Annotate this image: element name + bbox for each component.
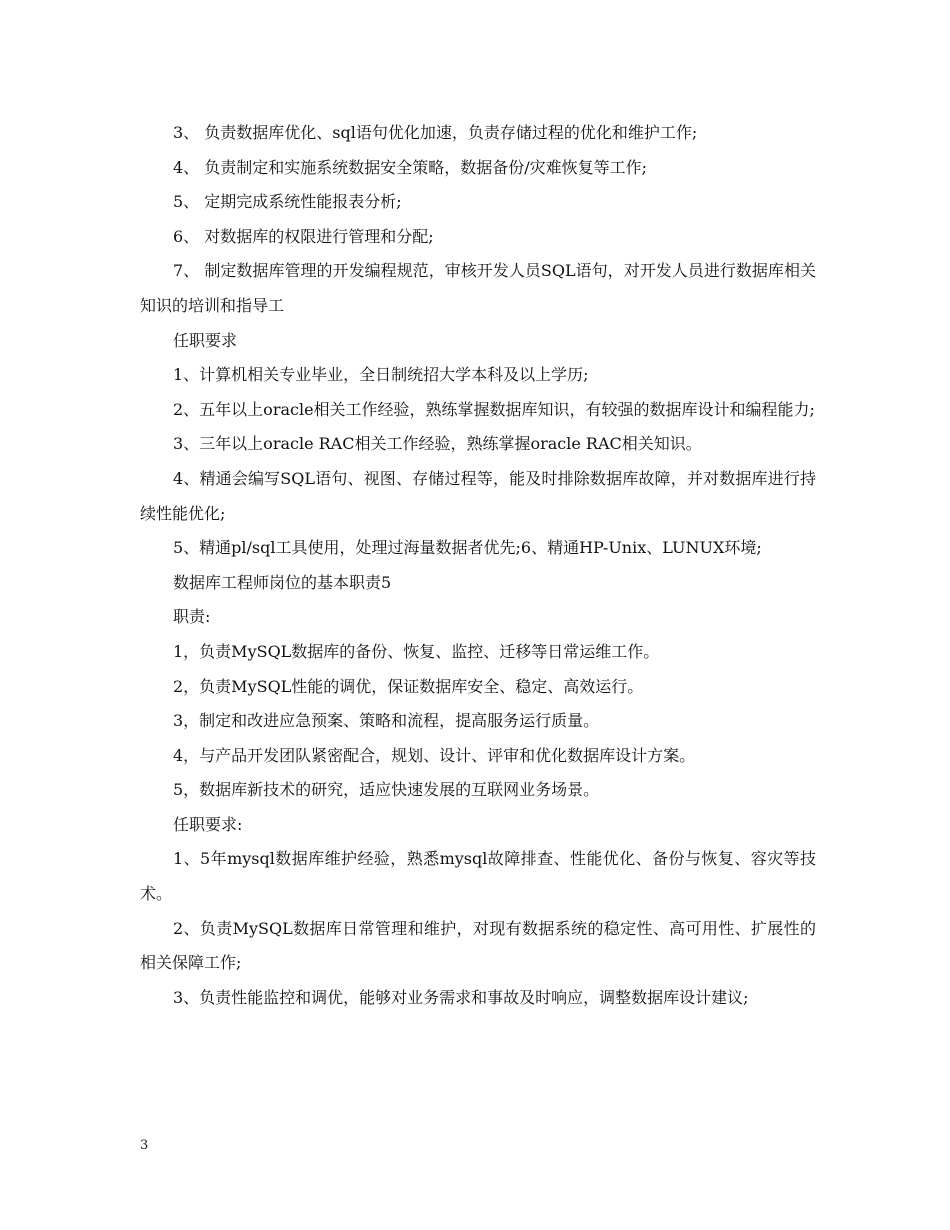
paragraph-mysql-duty-3: 3，制定和改进应急预案、策略和流程，提高服务运行质量。 [173, 711, 600, 731]
paragraph-mysql-requirement-1: 1、5年mysql数据库维护经验，熟悉mysql故障排查、性能优化、备份与恢复、容灾等技术。 [140, 849, 816, 904]
paragraph-mysql-requirement-3: 3、负责性能监控和调优，能够对业务需求和事故及时响应，调整数据库设计建议; [173, 987, 749, 1007]
section-heading-duties: 职责: [173, 607, 211, 627]
section-heading-duties-5: 数据库工程师岗位的基本职责5 [173, 572, 392, 592]
paragraph-requirement-1: 1、计算机相关专业毕业，全日制统招大学本科及以上学历; [173, 365, 589, 385]
paragraph-requirement-5-6: 5、精通pl/sql工具使用，处理过海量数据者优先;6、精通HP-Unix、LUNUX环境; [173, 538, 762, 558]
paragraph-duty-5: 5、 定期完成系统性能报表分析; [173, 192, 402, 212]
paragraph-requirement-4: 4、精通会编写SQL语句、视图、存储过程等，能及时排除数据库故障，并对数据库进行持续性能优化; [140, 468, 816, 523]
paragraph-duty-4: 4、 负责制定和实施系统数据安全策略，数据备份/灾难恢复等工作; [173, 157, 648, 177]
paragraph-mysql-duty-2: 2，负责MySQL性能的调优，保证数据库安全、稳定、高效运行。 [173, 676, 644, 696]
paragraph-mysql-duty-4: 4，与产品开发团队紧密配合，规划、设计、评审和优化数据库设计方案。 [173, 745, 696, 765]
paragraph-duty-6: 6、 对数据库的权限进行管理和分配; [173, 226, 434, 246]
page-number: 3 [140, 1138, 149, 1153]
paragraph-duty-7: 7、 制定数据库管理的开发编程规范，审核开发人员SQL语句，对开发人员进行数据库相关知识的培训和指导工 [140, 261, 816, 315]
section-heading-requirements: 任职要求 [173, 330, 238, 350]
paragraph-mysql-requirement-2: 2、负责MySQL数据库日常管理和维护，对现有数据系统的稳定性、高可用性、扩展性的相关保障工作; [140, 918, 816, 973]
paragraph-requirement-2: 2、五年以上oracle相关工作经验，熟练掌握数据库知识，有较强的数据库设计和编程能力; [173, 399, 815, 419]
section-heading-requirements-2: 任职要求: [173, 814, 243, 834]
paragraph-mysql-duty-1: 1，负责MySQL数据库的备份、恢复、监控、迁移等日常运维工作。 [173, 641, 660, 661]
paragraph-requirement-3: 3、三年以上oracle RAC相关工作经验，熟练掌握oracle RAC相关知识。 [173, 434, 702, 454]
paragraph-duty-3: 3、 负责数据库优化、sql语句优化加速，负责存储过程的优化和维护工作; [173, 123, 698, 142]
paragraph-mysql-duty-5: 5，数据库新技术的研究，适应快速发展的互联网业务场景。 [173, 780, 600, 800]
document-body [140, 116, 816, 1015]
